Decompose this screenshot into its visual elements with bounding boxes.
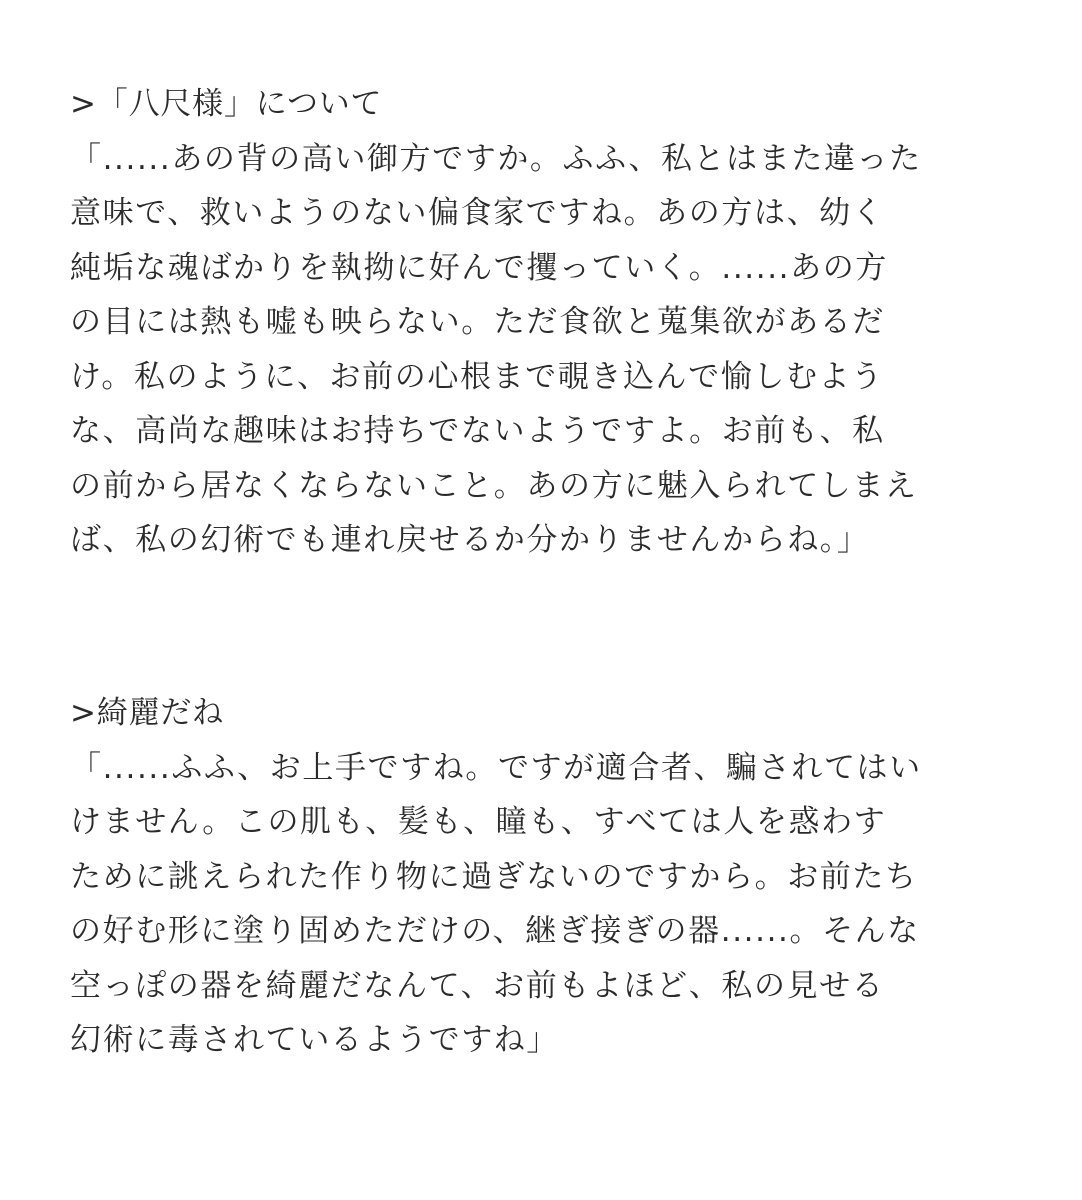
response-line: の前から居なくならないこと。あの方に魅入られてしまえ bbox=[70, 467, 918, 504]
response-line: ために誂えられた作り物に過ぎないのですから。お前たち bbox=[70, 858, 918, 895]
section-hasshaku-sama bbox=[70, 77, 1010, 568]
response-line: な、高尚な趣味はお持ちでないようですよ。お前も、私 bbox=[70, 413, 885, 449]
response-line: 空っぽの器を綺麗だなんて、お前もよほど、私の見せる bbox=[70, 967, 885, 1004]
response-line: 幻術に毒されているようですね」 bbox=[70, 1022, 559, 1058]
response-line: 「......あの背の高い御方ですか。ふふ、私とはまた違った bbox=[70, 140, 922, 177]
response-line: の好む形に塗り固めただけの、継ぎ接ぎの器......。そんな bbox=[70, 913, 920, 949]
response-line: 純垢な魂ばかりを執拗に好んで攫っていく。......あの方 bbox=[70, 249, 888, 286]
response-line: 「......ふふ、お上手ですね。ですが適合者、騙されてはい bbox=[70, 749, 922, 786]
section-kirei-dane bbox=[70, 686, 1010, 1068]
prompt-line: >綺麗だね bbox=[70, 695, 224, 731]
response-line: ば、私の幻術でも連れ戻せるか分かりませんからね。」 bbox=[70, 522, 870, 558]
response-line: の目には熱も嘘も映らない。ただ食欲と蒐集欲があるだ bbox=[70, 304, 885, 340]
response-line: け。私のように、お前の心根まで覗き込んで愉しむよう bbox=[70, 358, 884, 395]
response-line: けません。この肌も、髪も、瞳も、すべては人を惑わす bbox=[70, 804, 887, 840]
response-line: 意味で、救いようのない偏食家ですね。あの方は、幼く bbox=[70, 195, 885, 231]
prompt-line: >「八尺様」について bbox=[70, 86, 383, 122]
